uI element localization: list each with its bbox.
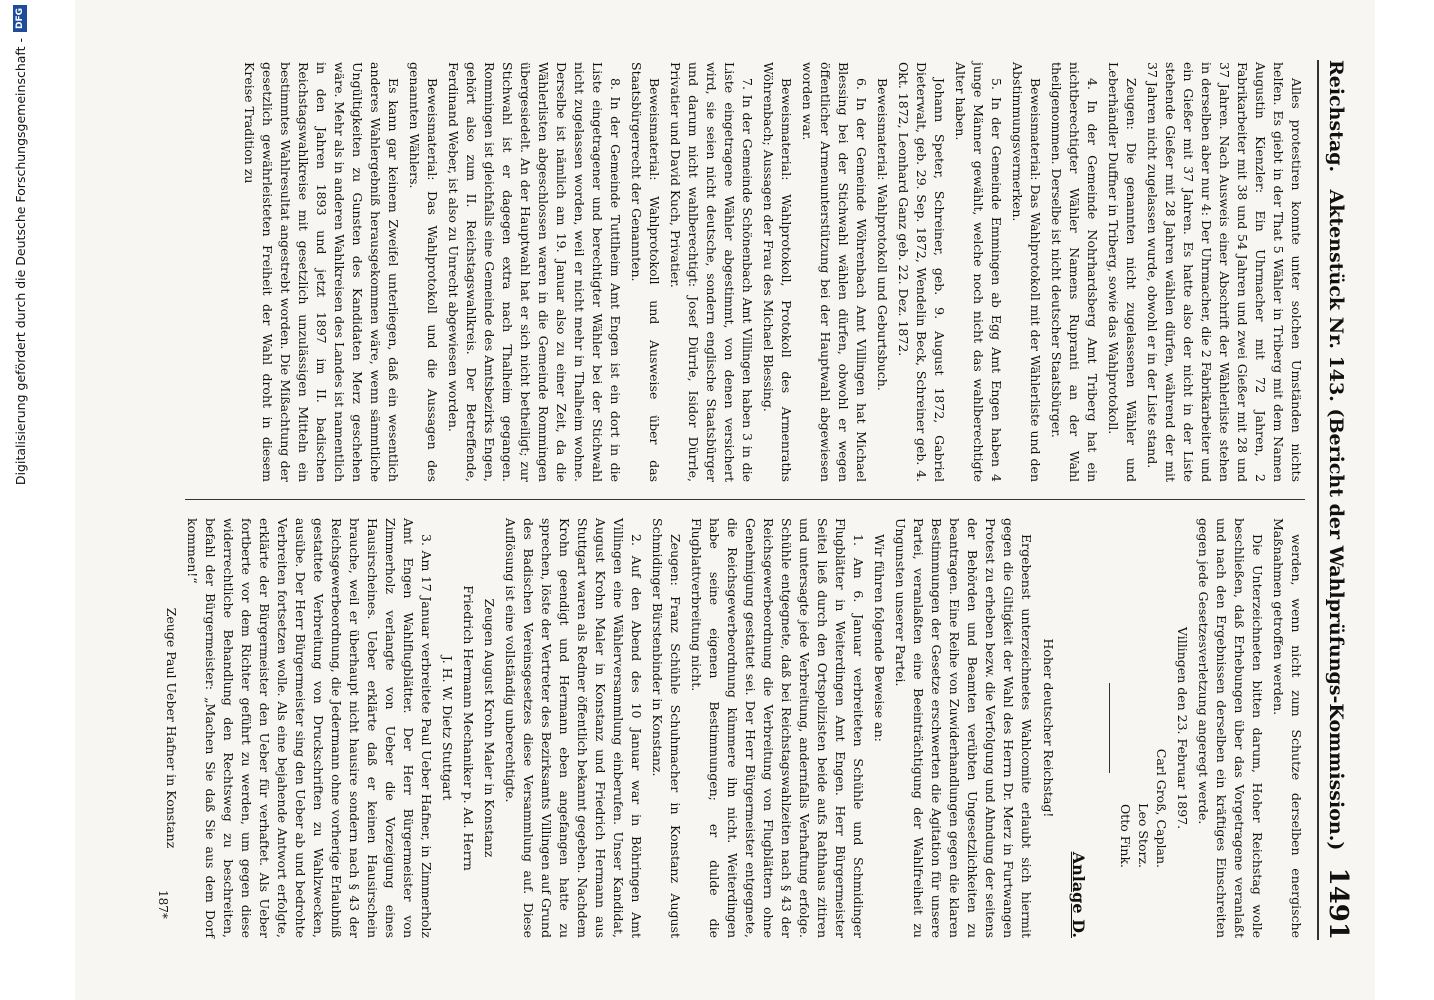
header-center (1325, 172, 1347, 867)
page-header (1323, 60, 1353, 940)
paragraph: Zeugen: Die genannten nicht zugelassenen Wähler und Leberhändler Duffner in Triberg, sowie das Wahlprotokoll. (1106, 62, 1139, 482)
separator (1109, 683, 1110, 773)
right-column (164, 518, 1305, 939)
appendix-heading: Anlage D. (1069, 851, 1088, 938)
paragraph: Beweismaterial: Wahlprotokoll und Ausweise über das Staatsbürgerrecht der Genannten. (629, 62, 662, 482)
witness-line: Zeugen August Krohn Maler in Konstanz (482, 598, 497, 858)
paragraph: Beweismaterial: Das Wahlprotokoll mit der Wählerliste und den Abstimmungsvermerken. (1010, 62, 1043, 482)
header-title: Aktenstück Nr. 143. (1325, 189, 1347, 402)
page-number: 1491 (1323, 867, 1353, 940)
paragraph: Wir führen folgende Beweise an: (872, 534, 887, 742)
digitization-note-text: Digitalisierung gefördert durch die Deutsche Forschungsgemeinschaft - (12, 38, 28, 486)
header-left: Reichstag. (1325, 60, 1347, 173)
signature: Leo Storz. (1136, 803, 1151, 868)
paragraph: Beweismaterial: Wahlprotokoll, Protokoll des Armenraths Wöhrenbach; Aussagen der Frau des Michael Blessing. (761, 62, 794, 482)
left-column (185, 62, 1305, 482)
witness-line: J. H. W. Dietz Stuttgart (440, 655, 455, 801)
paragraph: 8. In der Gemeinde Tuttlheim Amt Engen ist ein dort in die Liste eingetragener und berechtigter Wähler bei der Stichwahl nicht zugelassen worden, weil er nicht mehr in Thalheim wohne. Derselbe ist nämlich am 19. Januar also zu einer Zeit, da die Wählerlisten abgeschlossen waren in die Gemeinde Rommingen übergesiedelt. An der Hauptwahl hat er sich nicht betheiligt; zur Stichwahl ist er dagegen extra nach Thalheim gegangen. Rommingen ist gleichfalls eine Gemeinde des Amtsbezirks Engen, gehört also zum II. Reichstagswahlkreis. Der Betreffende, Ferdinand Weber, ist also zu Unrecht abgewiesen worden. (446, 62, 623, 482)
signature: Carl Groß, Caplan. (1154, 748, 1169, 868)
signature: Otto Fink. (1118, 803, 1133, 868)
paragraph: Ergebenst unterzeichnetes Wahlcomite erlaubt sich hiermit gegen die Giltigkeit der Wahl des Herrn Dr. Merz in Furtwangen Protest zu erheben bezw. die Verfolgung und Ahndung der seitens der Behörden und Beamten verübten Ungesetzlichkeiten zu beantragen. Eine Reihe von Zuwiderhandlungen gegen die klaren Bestimmungen der Gesetze erschwerten die Agitation für unsere Partei, veranlaßten eine Beeinträchtigung der Wahlfreiheit zu Ungunsten unserer Partei. (893, 518, 1034, 938)
salutation: Hoher deutscher Reichstag! (1041, 638, 1056, 818)
paragraph: werden, wenn nicht zum Schutze derselben energische Maßnahmen getroffen werden. (1271, 518, 1304, 938)
paragraph: 6. In der Gemeinde Wöhrenbach Amt Villingen hat Michael Blessing bei der Stichwahl wählen dürfen, obwohl er wegen öffentlicher Armenunterstützung bei der Hauptwahl abgewiesen worden war. (800, 62, 869, 482)
paragraph: 7. In der Gemeinde Schönenbach Amt Villingen haben 3 in die Liste eingetragene Wähler abgestimmt, von denen versichert wird, sie seien nicht deutsche, sondern englische Staatsbürger und darum nicht wahlberechtigt: Josef Dürrle, Isidor Dürrle, Privatier und David Kuch, Privatier. (668, 62, 755, 482)
witness-line: Friedrich Hermann Mechaniker p. Ad. Herrn (461, 585, 476, 871)
paragraph: 5. In der Gemeinde Emmingen ab Egg Amt Engen haben 4 junge Männer gewählt, welche noch nicht das wahlberechtigte Alter haben. (953, 62, 1004, 482)
page-mark: 187* (156, 890, 170, 919)
header-paren: (Bericht der Wahlprüfungs-Kommission.) (1325, 408, 1347, 851)
paragraph: Die Unterzeichneten bitten darum, Hoher Reichstag wolle beschließen, daß Erhebungen über das Vorgetragene veranlaßt und nach den Ergebnissen derselben ein kräftiges Einschreiten gegen jede Gesetzesverletzung angeregt werde. (1196, 518, 1265, 938)
header-rule (1317, 60, 1319, 940)
paragraph: Johann Speter, Schreiner, geb. 9. August 1872, Gabriel Dieterwalt, geb. 29. Sep. 1872, Wendelin Beck, Schreiner geb. 4. Okt. 1872, Leonhard Ganz geb. 22. Dez. 1872. (896, 62, 947, 482)
rotated-document-page (75, 0, 1375, 1000)
paragraph: Alles protestiren konnte unter solchen Umständen nichts helfen. Es giebt in der That 5 Wähler in Triberg mit dem Namen Augustin Kienzler: Ein Uhrmacher mit 72 Jahren, 2 Fabrikarbeiter mit 38 und 54 Jahren und zwei Gießer mit 28 und 37 Jahren. Nach Ausweis einer Abschrift der Wählerliste stehen in derselben aber nur 4: Der Uhrmacher, die 2 Fabrikarbeiter und ein Gießer mit 37 Jahren. Es hatte also der nicht in der Liste stehende Gießer mit 28 Jahren wählen dürfen, während der mit 37 Jahren nicht zugelassen wurde, obwohl er in der Liste stand. (1145, 62, 1304, 482)
paragraph: Beweismaterial: Wahlprotokoll und Geburtsbuch. (875, 78, 890, 391)
witness-line: Zeuge Paul Ueber Hafner in Konstanz (164, 607, 179, 849)
column-divider (185, 499, 1305, 500)
digitization-note (10, 5, 30, 1000)
place-date: Villingen den 23. Februar 1897. (1175, 626, 1190, 830)
paragraph: 1. Am 6. Januar verbreiteten Schühle und Schmidinger Flugblätter in Weiterdingen Amt Engen. Herr Bürgermeister Seitel ließ durch den Ortspolizisten beide aufs Rathhaus zitiren und untersagte jede Verbreitung, andernfalls Verhaftung erfolge. Schühle entgegnete, daß bei Reichstagswahlzeiten nach § 43 der Reichsgewerbeordnung die Verbreitung von Flugblättern ohne Genehmigung gestattet sei. Der Herr Bürgermeister entgegnete, die Reichsgewerbeordnung kümmere ihn nicht. Weiterdingen habe seine eigenen Bestimmungen; er dulde die Flugblattverbreitung nicht. (689, 518, 866, 938)
paragraph: 4. In der Gemeinde Nohrhardsberg Amt Triberg hat ein nichtberechtigter Wähler Namens Rupranti an der Wahl theilgenommen. Derselbe ist nicht deutscher Staatsbürger. (1049, 62, 1100, 482)
paragraph: Beweismaterial: Das Wahlprotokoll und die Aussagen des genannten Wählers. (407, 62, 440, 482)
dfg-logo: DFG (13, 5, 27, 32)
paragraph: Es kann gar keinem Zweifel unterliegen, daß ein wesentlich anderes Wahlergebniß herausgekommen wäre, wenn sämmtliche Ungültigkeiten zu Gunsten des Kandidaten Merz geschehen wäre. Mehr als in anderen Wahlkreisen des Landes ist namentlich in den Jahren 1893 und jetzt 1897 im II. badischen Reichstagswahlkreise mit gesetzlich unzulässigen Mitteln ein bestimmtes Wahlresultat angestrebt worden. Die Mißachtung der gesetzlich gewährleisteten Freiheit der Wahl droht in diesem Kreise Tradition zu (242, 62, 401, 482)
paragraph: 2. Auf den Abend des 10 Januar war in Böhringen Amt Villingen eine Wählerversammlung einberufen. Unser Kandidat, August Krohn Maler in Konstanz und Friedrich Hermann aus Stuttgart waren als Redner öffentlich bekannt gegeben. Nachdem Krohn geendigt und Hermann eben angefangen hatte zu sprechen, löste der Vertreter des Bezirksamts Villingen auf Grund des Badischen Vereinsgesetzes diese Versammlung auf. Diese Auflösung ist eine vollständig unberechtigte. (503, 518, 644, 939)
paragraph: 3. Am 17 Januar verbreitete Paul Ueber Hafner, in Zimmerholz Amt Engen Wahlflugblätter. Der Herr Bürgermeister von Zimmerholz verlangte von Ueber die Vorzeigung eines Hausirscheines. Ueber erklärte daß er keinen Hausirschein brauche, weil er überhaupt nicht hausire sondern nach § 43 der Reichsgewerbeordnung, die Jedermann ohne vorherige Erlaubniß gestattete Verbreitung von Druckschriften zu Wahlzwecken, ausübe. Der Herr Bürgermeister sing den Ueber ab und bedrohte Verbreiten fortsetzen wolle. Als eine bejahende Antwort erfolgte, erklärte der Bürgermeister den Ueber für verhaftet. Als Ueber fortberte vor dem Richter geführt zu werden, um gegen diese widerrechtliche Behandlung den Rechtsweg zu beschreiten, befahl der Bürgermeister: „Machen Sie daß Sie aus dem Dorf kommen!“ (185, 518, 434, 938)
paragraph: Zeugen: Franz Schühle Schuhmacher in Konstanz August Schmidinger Bürstenbinder in Konstanz. (650, 518, 683, 938)
